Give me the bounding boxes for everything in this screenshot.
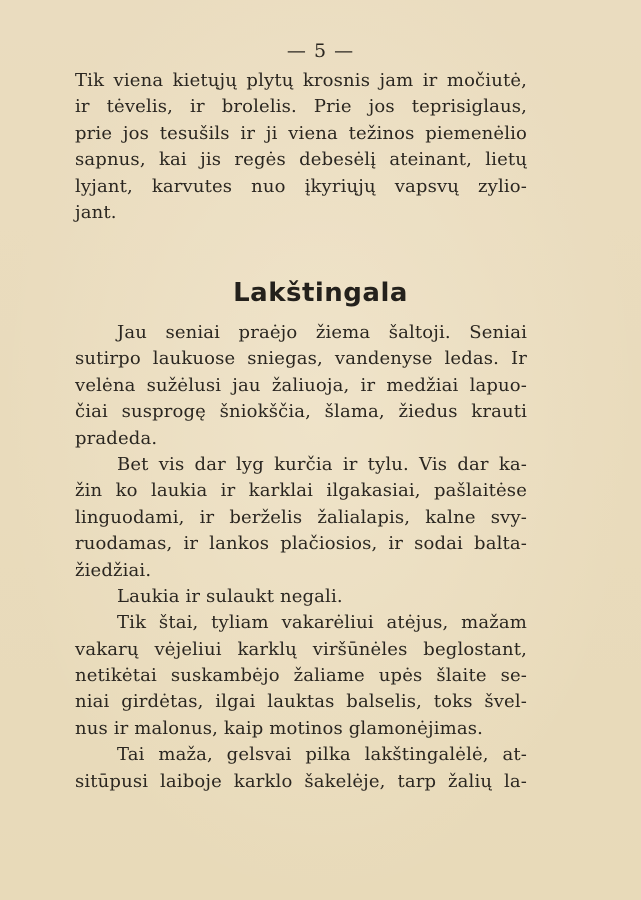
text-line: prie jos tesušils ir ji viena težinos piemenėlio [75, 122, 527, 144]
body-text [75, 320, 527, 795]
text-line: sitūpusi laiboje karklo šakelėje, tarp žalių la- [75, 770, 527, 792]
text-line: vakarų vėjeliui karklų viršūnėles beglostant, [75, 638, 527, 660]
text-line: sapnus, kai jis regės debesėlį ateinant, lietų [75, 149, 527, 171]
text-line: jant. [75, 201, 117, 223]
text-line: pradeda. [75, 427, 158, 449]
text-line: Tik štai, tyliam vakarėliui atėjus, mažam [117, 612, 527, 634]
text-line: čiai susprogę šniokščia, šlama, žiedus krauti [75, 401, 527, 423]
page-number: — 5 — [286, 40, 355, 62]
intro-paragraph [75, 68, 527, 226]
text-line: ir tėvelis, ir brolelis. Prie jos teprisiglaus, [75, 96, 527, 118]
section-heading: Lakštingala [233, 278, 408, 308]
text-line: žiedžiai. [75, 559, 152, 581]
text-line: Bet vis dar lyg kurčia ir tylu. Vis dar ka- [117, 453, 527, 475]
text-line: niai girdėtas, ilgai lauktas balselis, toks švel- [75, 691, 527, 713]
text-line: velėna sužėlusi jau žaliuoja, ir medžiai lapuo- [75, 374, 527, 396]
text-line: Tik viena kietųjų plytų krosnis jam ir močiutė, [75, 70, 527, 91]
text-line: sutirpo laukuose sniegas, vandenyse ledas. Ir [75, 348, 527, 370]
text-line: lyjant, karvutes nuo įkyriųjų vapsvų zylio- [75, 175, 527, 197]
text-line: netikėtai suskambėjo žaliame upės šlaite se- [75, 665, 527, 687]
text-line: nus ir malonus, kaip motinos glamonėjimas. [75, 717, 483, 739]
text-line: Laukia ir sulaukt negali. [117, 585, 343, 607]
text-line: Jau seniai praėjo žiema šaltoji. Seniai [117, 322, 527, 343]
text-line: ruodamas, ir lankos plačiosios, ir sodai balta- [75, 533, 527, 555]
text-line: linguodami, ir berželis žalialapis, kalne svy- [75, 506, 527, 528]
text-line: žin ko laukia ir karklai ilgakasiai, pašlaitėse [75, 480, 527, 502]
text-line: Tai maža, gelsvai pilka lakštingalėlė, at- [117, 744, 527, 766]
